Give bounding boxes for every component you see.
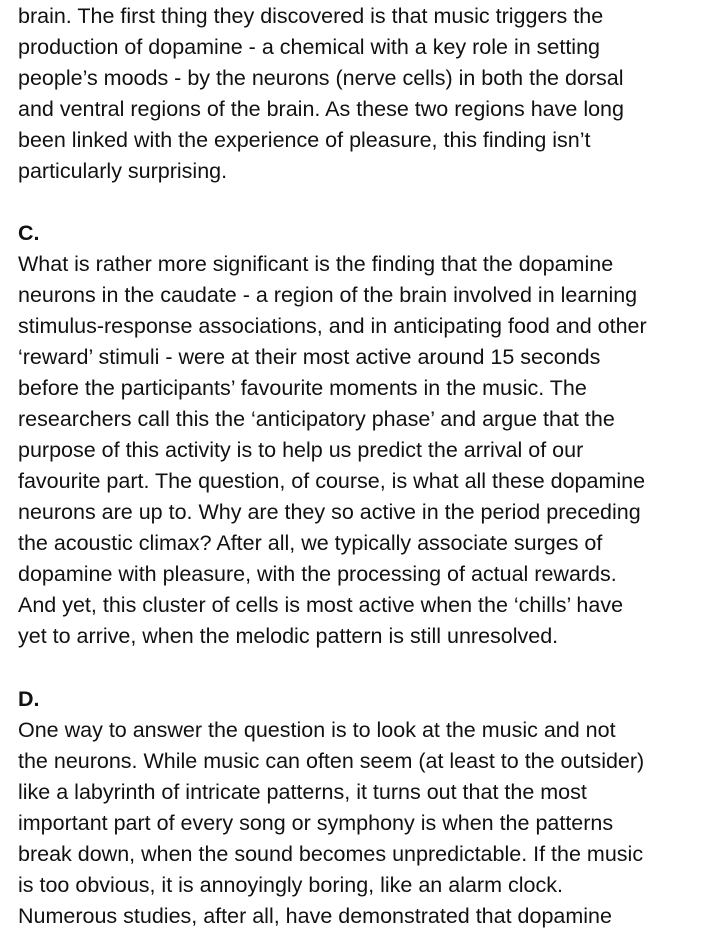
text-line: And yet, this cluster of cells is most active when the ‘chills’ have <box>18 593 624 617</box>
text-line: production of dopamine - a chemical with a key role in setting <box>18 35 601 59</box>
text-line: ‘reward’ stimuli - were at their most active around 15 seconds <box>18 345 601 369</box>
text-line: important part of every song or symphony is when the patterns <box>18 811 614 835</box>
section-heading-c: C. <box>18 221 40 245</box>
text-line: stimulus-response associations, and in anticipating food and other <box>18 314 647 338</box>
section-heading-d: D. <box>18 687 40 711</box>
text-line: like a labyrinth of intricate patterns, it turns out that the most <box>18 780 587 804</box>
text-line: researchers call this the ‘anticipatory phase’ and argue that the <box>18 407 615 431</box>
text-line: and ventral regions of the brain. As these two regions have long <box>18 97 624 121</box>
text-line: neurons are up to. Why are they so active in the period preceding <box>18 500 641 524</box>
text-line: favourite part. The question, of course, is what all these dopamine <box>18 469 646 493</box>
text-line: been linked with the experience of pleasure, this finding isn’t <box>18 128 591 152</box>
text-line: break down, when the sound becomes unpredictable. If the music <box>18 842 644 866</box>
text-line: What is rather more significant is the finding that the dopamine <box>18 252 614 276</box>
text-line: the neurons. While music can often seem (at least to the outsider) <box>18 749 645 773</box>
text-line: before the participants’ favourite moments in the music. The <box>18 376 587 400</box>
text-line: Numerous studies, after all, have demonstrated that dopamine <box>18 904 612 928</box>
text-line: purpose of this activity is to help us predict the arrival of our <box>18 438 584 462</box>
text-line: yet to arrive, when the melodic pattern is still unresolved. <box>18 624 559 648</box>
text-line: is too obvious, it is annoyingly boring, like an alarm clock. <box>18 873 563 897</box>
text-line: One way to answer the question is to look at the music and not <box>18 718 616 742</box>
text-line: dopamine with pleasure, with the processing of actual rewards. <box>18 562 617 586</box>
text-line: the acoustic climax? After all, we typically associate surges of <box>18 531 603 555</box>
text-line: neurons in the caudate - a region of the brain involved in learning <box>18 283 638 307</box>
text-line: brain. The first thing they discovered is that music triggers the <box>18 4 604 28</box>
text-line: particularly surprising. <box>18 159 228 183</box>
text-line: people’s moods - by the neurons (nerve cells) in both the dorsal <box>18 66 624 90</box>
